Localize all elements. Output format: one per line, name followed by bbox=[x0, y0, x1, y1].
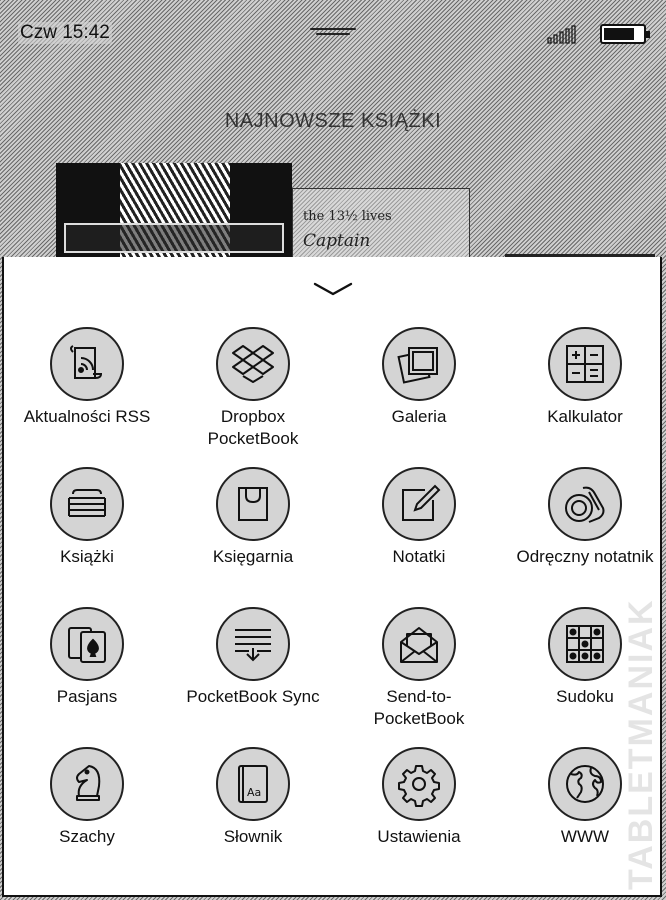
app-label: Dropbox PocketBook bbox=[207, 407, 299, 448]
chess-knight-icon bbox=[63, 760, 111, 808]
rss-icon bbox=[63, 340, 111, 388]
app-settings[interactable] bbox=[336, 747, 502, 848]
app-handwriting[interactable] bbox=[502, 467, 666, 568]
section-title: NAJNOWSZE KSIĄŻKI bbox=[224, 110, 442, 132]
handwriting-icon bbox=[561, 480, 609, 528]
svg-text:Aa: Aa bbox=[247, 786, 262, 799]
envelope-icon bbox=[395, 620, 443, 668]
dictionary-icon bbox=[229, 760, 277, 808]
app-gallery[interactable] bbox=[336, 327, 502, 428]
app-label: Odręczny notatnik bbox=[516, 547, 654, 566]
app-books[interactable] bbox=[4, 467, 170, 568]
app-label: Słownik bbox=[223, 827, 283, 846]
app-send-to-pocketbook[interactable] bbox=[336, 607, 502, 730]
app-pocketbook-sync[interactable] bbox=[170, 607, 336, 708]
gallery-icon bbox=[395, 340, 443, 388]
app-label: Send-to- PocketBook bbox=[373, 687, 465, 728]
app-label: Notatki bbox=[392, 547, 446, 566]
book-cover-text: Captain bbox=[303, 231, 371, 251]
dropbox-icon bbox=[229, 340, 277, 388]
app-dictionary[interactable] bbox=[170, 747, 336, 848]
app-label: Kalkulator bbox=[547, 407, 623, 426]
watermark: TABLETMANIAK bbox=[622, 598, 660, 890]
app-label: Książki bbox=[60, 547, 114, 566]
book-cover[interactable] bbox=[56, 163, 292, 258]
app-solitaire[interactable] bbox=[4, 607, 170, 708]
app-bookstore[interactable] bbox=[170, 467, 336, 568]
app-label: Sudoku bbox=[556, 687, 614, 706]
app-calculator[interactable] bbox=[502, 327, 666, 428]
cards-icon bbox=[63, 620, 111, 668]
wifi-icon bbox=[546, 24, 582, 44]
app-label: Aktualności RSS bbox=[23, 407, 151, 426]
app-www[interactable] bbox=[502, 747, 666, 848]
app-label: Galeria bbox=[391, 407, 447, 426]
shopping-bag-icon bbox=[229, 480, 277, 528]
app-chess[interactable] bbox=[4, 747, 170, 848]
book-cover[interactable] bbox=[292, 188, 470, 258]
app-label: Szachy bbox=[59, 827, 115, 846]
app-label: Ustawienia bbox=[377, 827, 461, 846]
sudoku-icon bbox=[561, 620, 609, 668]
app-rss[interactable] bbox=[4, 327, 170, 428]
sync-icon bbox=[229, 620, 277, 668]
chevron-down-icon[interactable] bbox=[311, 279, 355, 299]
notes-icon bbox=[395, 480, 443, 528]
book-cover-text: the 13½ lives bbox=[303, 209, 392, 224]
calculator-icon bbox=[561, 340, 609, 388]
gear-icon bbox=[395, 760, 443, 808]
status-bar bbox=[0, 0, 666, 60]
status-time: Czw 15:42 bbox=[20, 22, 110, 43]
apps-panel bbox=[2, 257, 662, 897]
app-label: PocketBook Sync bbox=[186, 687, 320, 706]
app-label: WWW bbox=[560, 827, 610, 846]
battery-icon bbox=[600, 24, 646, 44]
app-label: Księgarnia bbox=[212, 547, 294, 566]
books-icon bbox=[63, 480, 111, 528]
globe-icon bbox=[561, 760, 609, 808]
notification-handle[interactable] bbox=[310, 28, 356, 38]
app-label: Pasjans bbox=[56, 687, 118, 706]
app-notes[interactable] bbox=[336, 467, 502, 568]
app-dropbox[interactable] bbox=[170, 327, 336, 450]
app-sudoku[interactable] bbox=[502, 607, 666, 708]
